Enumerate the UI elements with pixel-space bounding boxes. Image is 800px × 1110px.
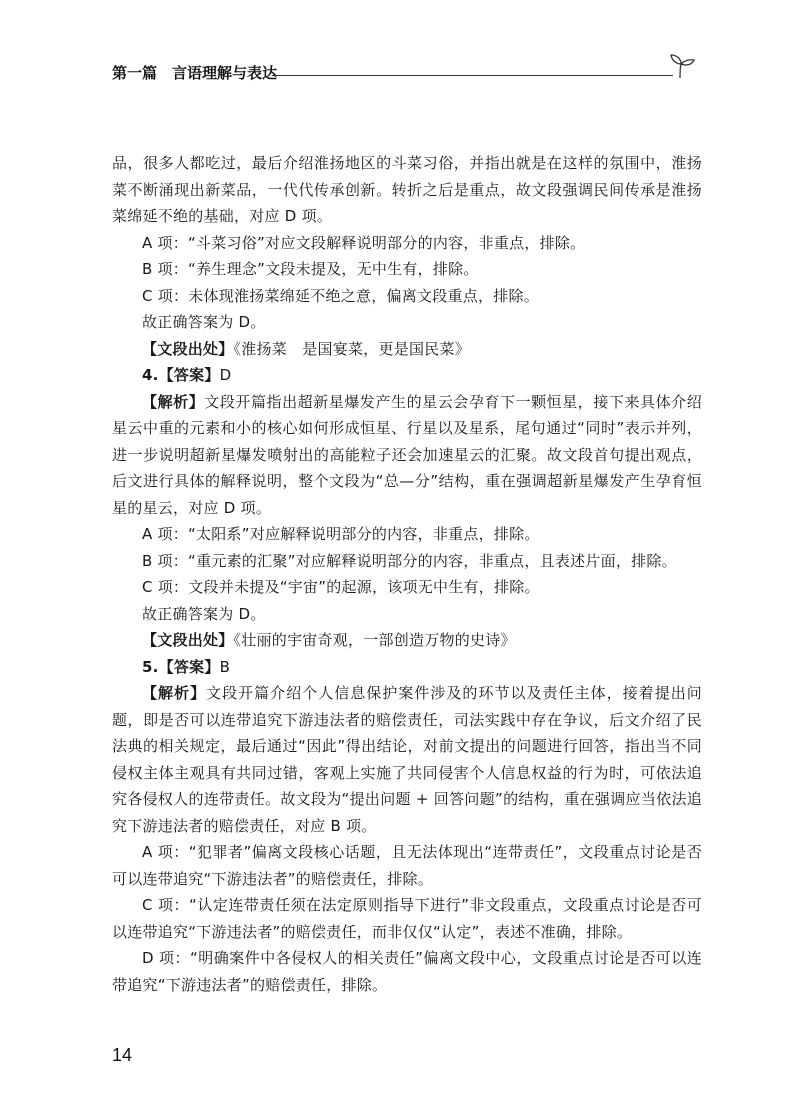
paragraph	[112, 150, 702, 230]
paragraph	[112, 309, 702, 336]
paragraph-text: C 项：文段并未提及“宇宙”的起源，该项无中生有，排除。	[142, 578, 540, 596]
paragraph	[112, 892, 702, 945]
paragraph-text: C 项：未体现淮扬菜绵延不绝之意，偏离文段重点，排除。	[142, 286, 539, 305]
paragraph	[112, 362, 702, 389]
paragraph-text: B 项：“重元素的汇聚”对应解释说明部分的内容，非重点，且表述片面，排除。	[142, 551, 677, 570]
paragraph-text: 故正确答案为 D。	[142, 313, 266, 331]
paragraph-text: 《壮丽的宇宙奇观，一部创造万物的史诗》	[233, 631, 516, 649]
paragraph-text: A 项：“太阳系”对应解释说明部分的内容，非重点，排除。	[142, 525, 540, 543]
paragraph-label: 【解析】	[142, 392, 205, 411]
paragraph	[112, 336, 702, 363]
paragraph-text: B 项：“养生理念”文段未提及，无中生有，排除。	[142, 260, 479, 278]
paragraph	[112, 680, 702, 839]
paragraph-text: A 项：“斗菜习俗”对应文段解释说明部分的内容，非重点，排除。	[142, 233, 586, 252]
paragraph	[112, 389, 702, 522]
paragraph	[112, 230, 702, 257]
paragraph	[112, 601, 702, 628]
paragraph	[112, 256, 702, 283]
paragraph-text: A 项：“犯罪者”偏离文段核心话题，且无法体现出“连带责任”，文段重点讨论是否可以连带追究“下游违法者”的赔偿责任，排除。	[112, 843, 702, 888]
paragraph-label: 【文段出处】	[142, 339, 234, 358]
paragraph	[112, 839, 702, 892]
paragraph-label: 【文段出处】	[142, 631, 234, 649]
header-rule	[272, 75, 673, 76]
paragraph-text: D	[219, 366, 232, 384]
paragraph	[112, 574, 702, 601]
paragraph-label: 4.【答案】	[142, 366, 220, 384]
paragraph-text: B	[219, 657, 231, 676]
paragraph-text: 文段开篇指出超新星爆发产生的星云会孕育下一颗恒星，接下来具体介绍星云中重的元素和小的核心如何形成恒星、行星以及星系，尾句通过“同时”表示并列，进一步说明超新星爆发喷射出的高能粒子还会加速星云的汇聚。故文段首句提出观点，后文进行具体的解释说明，整个文段为“总—分”结构，重在强调超新星爆发产生孕育恒星的星云，对应 D 项。	[112, 392, 702, 517]
paragraph-label: 【解析】	[142, 684, 207, 702]
paragraph-text: C 项：“认定连带责任须在法定原则指导下进行”非文段重点，文段重点讨论是否可以连带追究“下游违法者”的赔偿责任，而非仅仅“认定”，表述不准确，排除。	[112, 896, 702, 941]
paragraph-text: 故正确答案为 D。	[142, 604, 266, 623]
paragraph	[112, 945, 702, 998]
page-body	[112, 150, 702, 998]
paragraph	[112, 654, 702, 681]
header-title: 第一篇 言语理解与表达	[112, 64, 278, 82]
paragraph	[112, 548, 702, 575]
paragraph-label: 5.【答案】	[142, 657, 220, 676]
paragraph-text: 文段开篇介绍个人信息保护案件涉及的环节以及责任主体，接着提出问题，即是否可以连带追究下游违法者的赔偿责任，司法实践中存在争议，后文介绍了民法典的相关规定，最后通过“因此”得出结论，对前文提出的问题进行回答，指出当不同侵权主体主观具有共同过错，客观上实施了共同侵害个人信息权益的行为时，可依法追究各侵权人的连带责任。故文段为“提出问题 + 回答问题”的结构，重在强调应当依法追究下游违法者的赔偿责任，对应 B 项。	[112, 684, 702, 835]
running-header	[112, 58, 697, 88]
sprout-icon	[667, 50, 697, 80]
paragraph-text: 《淮扬菜 是国宴菜，更是国民菜》	[233, 339, 471, 358]
paragraph	[112, 283, 702, 310]
paragraph-text: D 项：“明确案件中各侵权人的相关责任”偏离文段中心，文段重点讨论是否可以连带追究“下游违法者”的赔偿责任，排除。	[112, 949, 702, 994]
paragraph	[112, 627, 702, 654]
paragraph	[112, 521, 702, 548]
page-number: 14	[112, 1045, 133, 1065]
paragraph-text: 品，很多人都吃过，最后介绍淮扬地区的斗菜习俗，并指出就是在这样的氛围中，淮扬菜不断涌现出新菜品，一代代传承创新。转折之后是重点，故文段强调民间传承是淮扬菜绵延不绝的基础，对应 D 项。	[112, 154, 702, 225]
